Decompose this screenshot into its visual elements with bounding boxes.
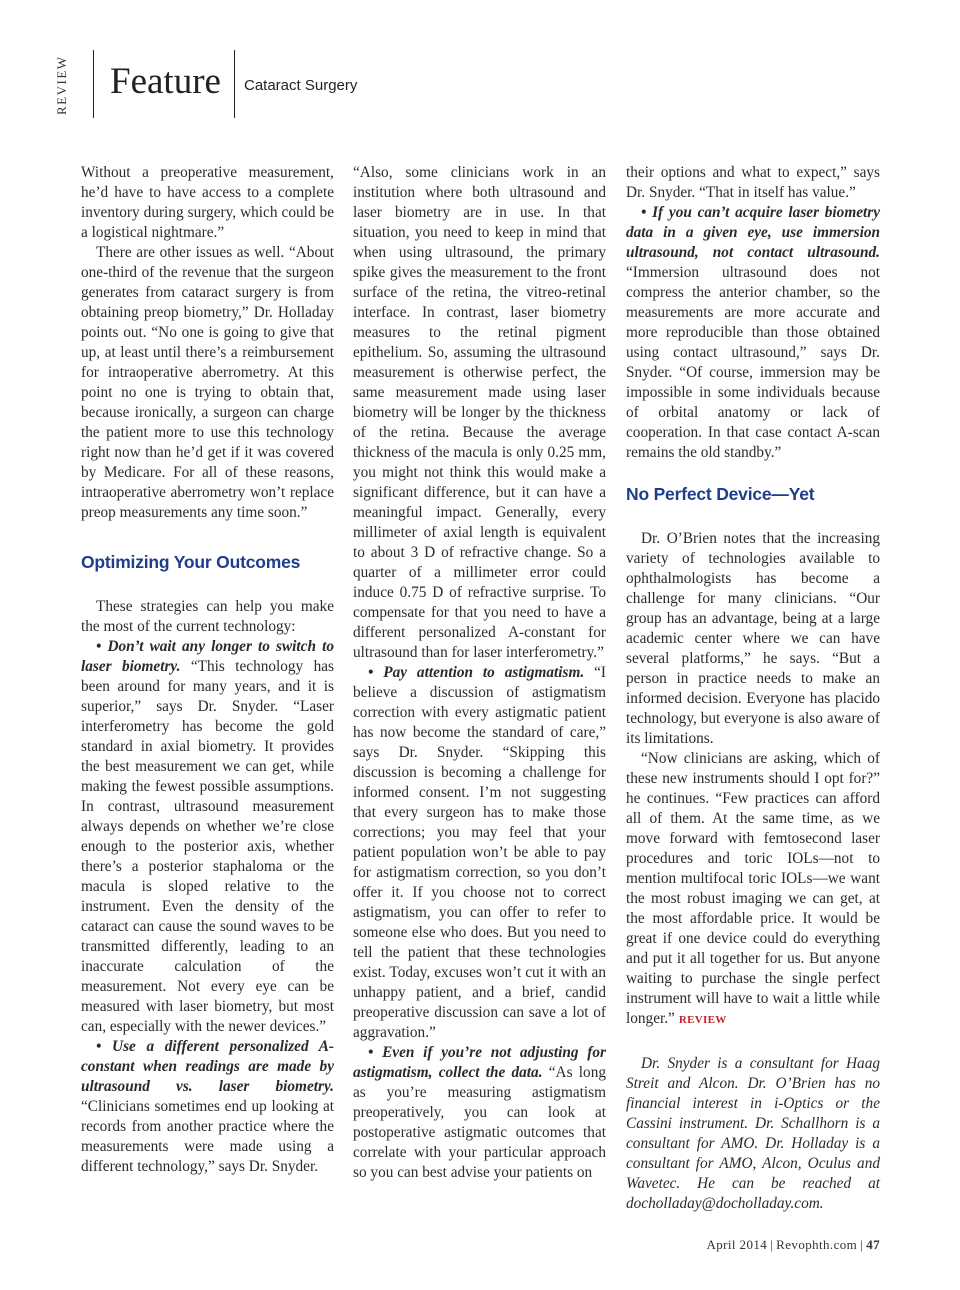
section-heading-optimizing: Optimizing Your Outcomes <box>81 552 301 572</box>
review-end-mark: REVIEW <box>678 1014 727 1026</box>
paragraph: These strategies can help you make the most of the current technology: <box>81 598 334 635</box>
footer-separator: | <box>770 1237 774 1252</box>
article-column-1 <box>81 163 334 1177</box>
website: Revophth.com <box>776 1237 858 1252</box>
header-divider-left <box>93 50 94 118</box>
page-number: 47 <box>866 1237 880 1252</box>
bullet-paragraph <box>81 637 334 1037</box>
bullet-text: “I believe a discussion of astigmatism correction with every astigmatic patient has now become the standard of care,” says Dr. Snyder. “Skipping this discussion is becoming a challenge for informed consent. I’m not suggesting that every surgeon has to make those corrections; you may feel that your patient population won’t be able to pay for astigmatism correction, so you don’t offer it. If you choose not to correct astigmatism, you can offer to refer to someone else who does. But you need to tell the patient that these technologies exist. Today, excuses won’t cut it with an unhappy patient, and a brief, candid preoperative discussion can save a lot of aggravation.” <box>353 664 607 1041</box>
paragraph: Dr. O’Brien notes that the increasing variety of technologies available to ophthalmologists has become a challenge for many clinicians. “Our group has an advantage, being at a large academic center where we can have several platforms,” he says. “But a person in practice needs to make an informed decision. Everyone has placido technology, but everyone is also aware of its limitations. <box>626 530 880 747</box>
page-footer <box>706 1237 880 1253</box>
feature-label: Feature <box>110 61 221 102</box>
article-column-3 <box>626 163 880 1214</box>
footer-separator: | <box>860 1237 864 1252</box>
bullet-text: “This technology has been around for many years, and it is superior,” says Dr. Snyder. “Laser interferometry has become the gold standard in axial biometry. It provides the best measurement we can get, while making the fewest possible assumptions. In contrast, ultrasound measurement always depends on whether we’re close enough to the posterior axis, whether there’s a posterior staphaloma or the macula is sloped relative to the instrument. Even the density of the cataract can cause the sound waves to be transmitted differently, leading to an inaccurate calculation of the measurement. Not every eye can be measured with laser biometry, but most can, especially with the newer devices.” <box>81 658 334 1035</box>
bullet-lead: • Even if you’re not adjusting for astigmatism, collect the data. <box>353 1044 606 1081</box>
paragraph <box>626 749 880 1030</box>
bullet-text: “Immersion ultrasound does not compress the anterior chamber, so the measurements are more accurate and more reproducible than those obtained using contact ultrasound,” says Dr. Snyder. “Of course, immersion may be impossible in some individuals because of orbital anatomy or lack of cooperation. In that case contact A-scan remains the old standby.” <box>626 264 880 461</box>
article-column-2 <box>353 163 606 1183</box>
issue-date: April 2014 <box>706 1237 768 1252</box>
bullet-paragraph <box>353 1043 606 1183</box>
bullet-lead: • Use a different personalized A-constant when readings are made by ultrasound vs. laser biometry. <box>81 1038 334 1095</box>
disclosure-note: Dr. Snyder is a consultant for Haag Streit and Alcon. Dr. O’Brien has no financial interest in i-Optics or the Cassini instrument. Dr. Schallhorn is a consultant for AMO. Dr. Holladay is a consultant for AMO, Alcon, Oculus and Wavetec. He can be reached at docholladay@docholladay.com. <box>626 1055 880 1212</box>
page-header <box>0 0 960 130</box>
section-label: Cataract Surgery <box>244 77 358 94</box>
bullet-paragraph <box>81 1037 334 1177</box>
paragraph: There are other issues as well. “About one-third of the revenue that the surgeon generates from cataract surgery is from obtaining preop biometry,” Dr. Holladay points out. “No one is going to give that up, at least until there’s a reimbursement for intraoperative aberrometry. At this point no one is trying to obtain that, because ironically, a surgeon can charge the patient more to use this technology right now than he’d get if it was covered by Medicare. For all of these reasons, intraoperative aberrometry won’t replace preop measurements any time soon.” <box>81 244 334 521</box>
section-heading-no-perfect-device: No Perfect Device—Yet <box>626 484 815 504</box>
paragraph: their options and what to expect,” says Dr. Snyder. “That in itself has value.” <box>626 164 880 201</box>
paragraph: “Also, some clinicians work in an institution where both ultrasound and laser biometry are in use. In that situation, you need to keep in mind that when using ultrasound, the primary spike gives the measurement to the front surface of the retina, the vitreo-retinal interface. In contrast, laser biometry measures to the retinal pigment epithelium. So, assuming the ultrasound measurement is otherwise perfect, the same measurement made using laser biometry will be longer by the thickness of the retina. Because the average thickness of the macula is only 0.25 mm, you might not think this would make a significant difference, but it can have a meaningful impact. Generally, every millimeter of axial length is equivalent to about 3 D of refractive change. So a quarter of a millimeter error could induce 0.75 D of refractive surprise. To compensate for that you need to have a different personalized A-constant for ultrasound than for laser interferometry.” <box>353 164 606 661</box>
paragraph: Without a preoperative measurement, he’d have to have access to a complete inventory during surgery, which could be a logistical nightmare.” <box>81 164 334 241</box>
bullet-lead: • If you can’t acquire laser biometry data in a given eye, use immersion ultrasound, not contact ultrasound. <box>626 204 880 261</box>
bullet-lead: • Don’t wait any longer to switch to laser biometry. <box>81 638 334 675</box>
review-masthead-label: REVIEW <box>54 55 69 115</box>
header-divider-right <box>234 50 235 118</box>
bullet-lead: • Pay attention to astigmatism. <box>368 664 585 681</box>
bullet-paragraph <box>626 203 880 463</box>
bullet-paragraph <box>353 663 606 1043</box>
bullet-text: “As long as you’re measuring astigmatism preoperatively, you can look at postoperative astigmatic outcomes that correlate with your particular approach so you can best advise your patients on <box>353 1064 606 1181</box>
paragraph-text: “Now clinicians are asking, which of these new instruments should I opt for?” he continues. “Few practices can afford all of them. At the same time, as we move forward with femtosecond laser procedures and toric IOLs—not to mention multifocal toric IOLs—we want the most robust imaging we can get, at the most affordable price. It would be great if one device could do everything and put it all together for us. But anyone waiting to purchase the single perfect instrument will have to wait a little while longer.” <box>626 750 880 1027</box>
bullet-text: “Clinicians sometimes end up looking at records from another practice where the measurements were made using a different technology,” says Dr. Snyder. <box>81 1098 334 1175</box>
